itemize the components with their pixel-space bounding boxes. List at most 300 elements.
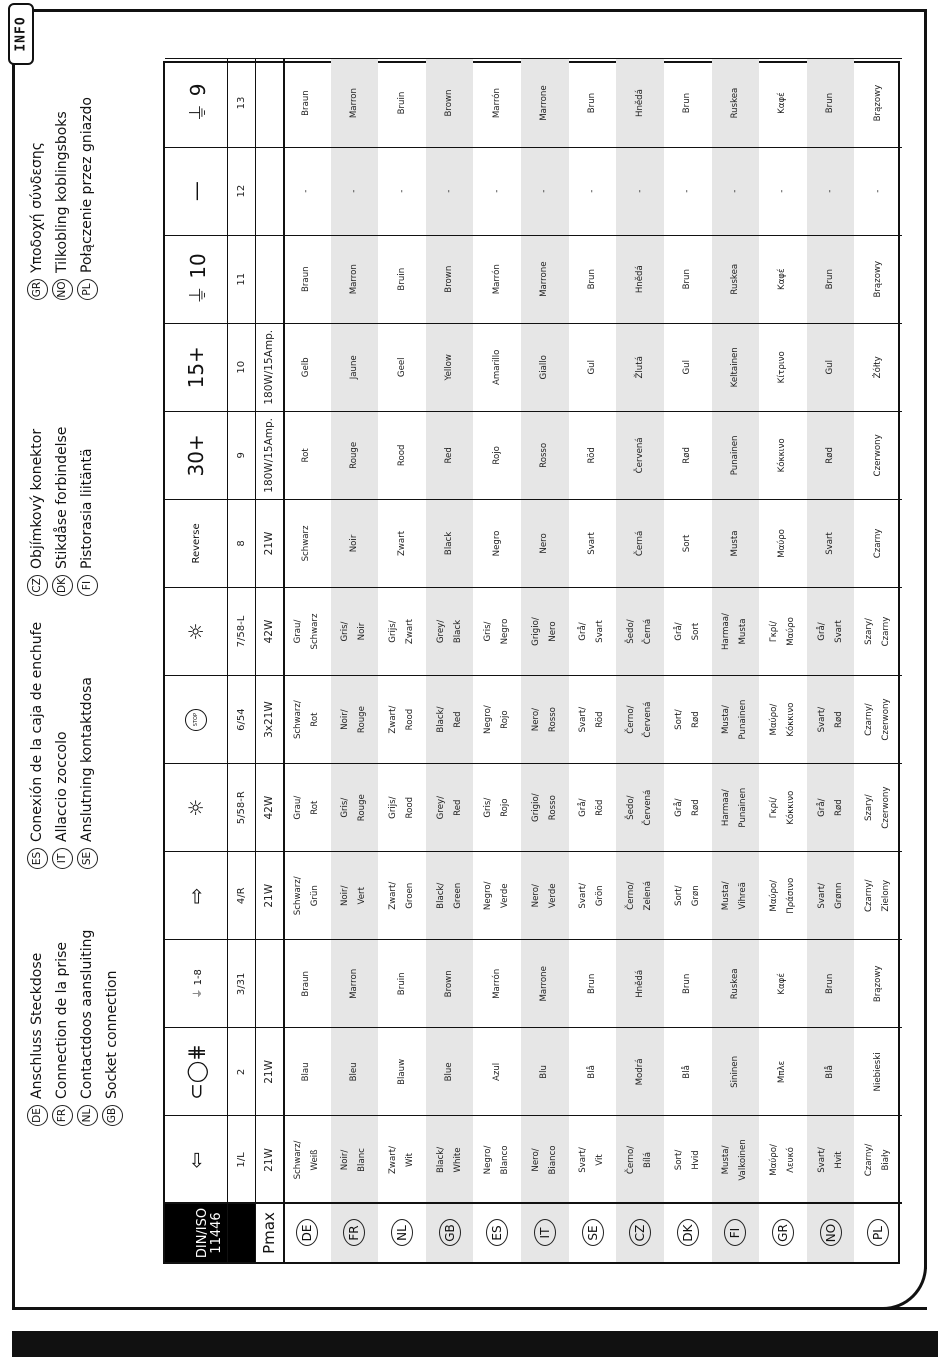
table-cell [569, 764, 617, 852]
cell-line: - [682, 189, 693, 193]
table-cell [616, 676, 664, 764]
pmax-value: 42W [263, 619, 275, 644]
cell-line: Schwarz [309, 613, 320, 650]
cell-line: Hvid [690, 1150, 701, 1170]
table-cell [854, 147, 902, 235]
cell-line: Bílá [643, 1152, 654, 1168]
table-cell [426, 1028, 474, 1116]
cell-line: Negro/ [483, 705, 494, 734]
legend-text: Connection de la prise [54, 942, 70, 1099]
legend-item-gb [100, 971, 124, 1126]
cell-line: Vert [357, 887, 368, 905]
table-cell [473, 499, 521, 587]
cell-line: Brun [586, 973, 597, 994]
legend-item-it [50, 731, 74, 869]
pin-number: 7/58-L [235, 615, 247, 648]
country-code-badge: CZ [629, 1220, 651, 1247]
cell-line: Blanc [357, 1148, 368, 1172]
table-cell [807, 852, 855, 940]
table-cell [378, 764, 426, 852]
legend-text: Stikdåse forbindelse [54, 426, 70, 569]
cell-line: Κόκκινο [785, 790, 796, 825]
legend-text: Conexión de la caja de enchufe [29, 621, 45, 842]
cell-line: - [348, 189, 359, 193]
table-cell [426, 676, 474, 764]
cell-line: Gris/ [340, 621, 351, 642]
cell-line: Blanco [500, 1145, 511, 1175]
cell-line: - [444, 189, 455, 193]
legend-text: Pistorasia liitäntä [79, 448, 95, 569]
table-cell [283, 235, 331, 323]
country-code-badge: GR [27, 279, 48, 300]
table-cell [664, 235, 712, 323]
table-cell [378, 499, 426, 587]
legend-item-nl [75, 930, 99, 1126]
cell-line: Rojo [500, 798, 511, 817]
pmax-value: 3x21W [263, 701, 275, 738]
cell-line: Szary/ [864, 618, 875, 645]
cell-line: Grön [595, 885, 606, 907]
country-code-badge: PL [867, 1220, 889, 1247]
table-cell [664, 499, 712, 587]
table-cell [664, 1116, 712, 1204]
table-cell [854, 1028, 902, 1116]
table-cell [712, 1028, 760, 1116]
cell-line: Brązowy [872, 84, 883, 122]
pin-number: 11 [235, 272, 247, 286]
cell-line: Bleu [348, 1062, 359, 1082]
grid-line [165, 235, 902, 236]
grid-line [283, 59, 285, 1262]
table-cell [473, 1116, 521, 1204]
cell-line: Πράσινο [785, 877, 796, 914]
table-cell [426, 59, 474, 147]
cell-line: Verde [547, 883, 558, 909]
table-cell [616, 499, 664, 587]
cell-line: Sort/ [673, 709, 684, 730]
cell-line: Röd [595, 711, 606, 728]
cell-line: Svart/ [816, 882, 827, 909]
grid-line [227, 59, 228, 1262]
table-cell [759, 1116, 807, 1204]
cell-line: Grå/ [673, 622, 684, 641]
cell-line: Biały [881, 1149, 892, 1171]
table-cell [473, 940, 521, 1028]
din-iso-label: DIN/ISO 11446 [165, 1204, 255, 1262]
table-cell [331, 764, 379, 852]
table-cell [712, 59, 760, 147]
cell-line: Sort [690, 622, 701, 641]
table-cell [616, 323, 664, 411]
cell-line: - [491, 189, 502, 193]
table-cell [331, 1028, 379, 1116]
cell-line: Černo/ [626, 881, 637, 910]
cell-line: Noir [348, 534, 359, 553]
cell-line: Μαύρο/ [768, 879, 779, 912]
table-cell [569, 852, 617, 940]
table-cell [664, 676, 712, 764]
cell-line: Grigio/ [530, 793, 541, 822]
cell-line: Rojo [500, 710, 511, 729]
country-code-badge: NL [391, 1220, 413, 1247]
table-cell [283, 940, 331, 1028]
cell-line: Nero/ [530, 1148, 541, 1172]
cell-line: Brązowy [872, 965, 883, 1003]
cell-line: Grå/ [816, 798, 827, 817]
table-cell [807, 147, 855, 235]
cell-line: Grijs/ [388, 796, 399, 819]
pmax-value: 180W/15Amp. [263, 417, 275, 493]
table-cell [378, 1028, 426, 1116]
table-cell [521, 587, 569, 675]
legend-text: Contactdoos aansluiting [79, 929, 95, 1099]
stop-icon: STOP [165, 676, 227, 764]
table-cell [712, 940, 760, 1028]
cell-line: Sort [682, 534, 693, 553]
table-cell [521, 499, 569, 587]
cell-line: Rood [396, 444, 407, 467]
cell-line: Gris/ [483, 621, 494, 642]
country-code-badge: FR [52, 1105, 73, 1126]
cell-line: Μαύρο/ [768, 703, 779, 736]
table-cell [854, 1116, 902, 1204]
cell-line: Nero/ [530, 884, 541, 908]
table-cell [569, 587, 617, 675]
cell-line: Rosso [547, 707, 558, 733]
table-cell [569, 147, 617, 235]
cell-line: Niebieski [872, 1052, 883, 1092]
cell-line: Red [452, 711, 463, 728]
cell-line: Brun [825, 973, 836, 994]
cell-line: Blu [539, 1065, 550, 1079]
ground-icon: ⏚ 10 [185, 253, 210, 306]
table-cell [283, 323, 331, 411]
cell-line: Žlutá [634, 356, 645, 379]
cell-line: Black/ [435, 706, 446, 733]
cell-line: Černá [634, 530, 645, 557]
table-cell [854, 940, 902, 1028]
table-cell [426, 147, 474, 235]
pmax-value [255, 59, 283, 147]
cell-line: Blå [586, 1065, 597, 1079]
table-cell [664, 323, 712, 411]
cell-line: Valkoinen [738, 1139, 749, 1181]
table-cell [426, 323, 474, 411]
legend-text: Socket connection [104, 970, 120, 1099]
cell-line: Hvit [833, 1151, 844, 1169]
cell-line: - [777, 189, 788, 193]
table-cell [283, 411, 331, 499]
cell-line: Marrone [539, 966, 550, 1002]
cell-line: Czarny/ [864, 703, 875, 736]
table-cell [759, 499, 807, 587]
table-cell [712, 499, 760, 587]
cell-line: Braun [301, 90, 312, 116]
table-cell [854, 852, 902, 940]
cell-line: Giallo [539, 355, 550, 380]
table-cell [854, 587, 902, 675]
legend-item-gr [25, 142, 49, 300]
legend-item-no [50, 111, 74, 300]
cell-line: Καφέ [777, 92, 788, 114]
pmax-value [255, 235, 283, 323]
country-code-badge: DK [677, 1220, 699, 1247]
grid-line [165, 587, 902, 588]
table-cell [521, 676, 569, 764]
cell-line: Czarny/ [864, 879, 875, 913]
table-cell [759, 323, 807, 411]
cell-line: Nero [539, 533, 550, 554]
table-cell [807, 323, 855, 411]
cell-line: Καφέ [777, 268, 788, 291]
cell-line: Svart [833, 620, 844, 643]
legend-item-de [25, 953, 49, 1126]
table-cell [378, 147, 426, 235]
legend-text: Anslutning kontaktdosa [79, 676, 95, 842]
cell-line: - [586, 189, 597, 193]
country-code-badge: DE [27, 1105, 48, 1126]
cell-line: Modrá [634, 1058, 645, 1086]
cell-line: Verde [500, 883, 511, 909]
table-cell [664, 940, 712, 1028]
table-cell [759, 147, 807, 235]
cell-line: Svart [825, 532, 836, 555]
cell-line: Svart/ [816, 1147, 827, 1173]
cell-line: Κόκκινο [785, 702, 796, 737]
cell-line: Brun [682, 269, 693, 290]
table-cell [473, 1028, 521, 1116]
pmax-value [255, 940, 283, 1028]
pmax-value: 180W/15Amp. [263, 329, 275, 405]
cell-line: Rød [833, 711, 844, 728]
cell-line: Brown [444, 265, 455, 293]
table-cell [664, 59, 712, 147]
table-cell [426, 587, 474, 675]
cell-line: Hnědá [634, 969, 645, 998]
cell-line: Geel [396, 357, 407, 378]
table-cell [664, 1028, 712, 1116]
table-cell [283, 1116, 331, 1204]
cell-line: Nero/ [530, 707, 541, 732]
cell-line: Rood [405, 796, 416, 819]
cell-line: Blå [682, 1065, 693, 1079]
table-cell [521, 323, 569, 411]
country-code-badge: NO [52, 279, 73, 300]
cell-line: - [301, 189, 312, 193]
table-cell [712, 852, 760, 940]
cell-line: Yellow [444, 354, 455, 381]
cell-line: Blau [301, 1062, 312, 1082]
cell-line: Šedo/ [626, 619, 637, 644]
table-cell [807, 1116, 855, 1204]
grid-line [255, 59, 256, 1262]
pin-number: 4/R [235, 887, 247, 905]
cell-line: Negro/ [483, 1145, 494, 1175]
country-code-badge: SE [582, 1220, 604, 1247]
cell-line: Rosso [547, 795, 558, 821]
table-cell [521, 764, 569, 852]
pmax-value: 42W [263, 795, 275, 820]
table-cell [331, 235, 379, 323]
cell-line: Ruskea [729, 263, 740, 295]
cell-line: Brown [444, 970, 455, 998]
cell-line: Braun [301, 266, 312, 292]
cell-line: Grå/ [673, 798, 684, 817]
table-cell [616, 147, 664, 235]
cell-line: Rød [690, 799, 701, 817]
fog-light-icon: ⊂◯⋕ [184, 1043, 208, 1100]
cell-line: Brązowy [872, 260, 883, 298]
table-cell [473, 676, 521, 764]
cell-line: Punainen [738, 699, 749, 740]
country-code-badge: DK [52, 575, 73, 596]
country-code-badge: FI [77, 575, 98, 596]
cell-line: Black [444, 531, 455, 556]
cell-line: Grijs/ [388, 620, 399, 643]
cell-line: Gelb [301, 357, 312, 378]
table-cell [712, 235, 760, 323]
cell-line: Grigio/ [530, 617, 541, 646]
cell-line: Rød [690, 711, 701, 728]
cell-line: Red [444, 447, 455, 464]
table-cell [473, 323, 521, 411]
cell-line: Sininen [729, 1055, 740, 1088]
table-cell [331, 323, 379, 411]
cell-line: Czerwony [881, 786, 892, 829]
cell-line: Noir/ [340, 1149, 351, 1171]
cell-line: Svart/ [816, 706, 827, 733]
table-cell [807, 676, 855, 764]
cell-line: Braun [301, 971, 312, 997]
table-cell [378, 323, 426, 411]
cell-line: Musta [738, 618, 749, 645]
pmax-value: 21W [263, 883, 275, 908]
table-cell [569, 499, 617, 587]
table-cell [854, 499, 902, 587]
cell-line: Marrón [491, 968, 502, 999]
cell-line: Κίτρινο [777, 351, 788, 384]
cell-line: Szary/ [864, 794, 875, 822]
table-cell [283, 676, 331, 764]
table-cell [473, 764, 521, 852]
country-code-badge: IT [52, 848, 73, 869]
ground-icon: ⏚ 9 [185, 83, 210, 123]
table-cell [283, 59, 331, 147]
cell-line: Grå/ [578, 798, 589, 817]
table-cell [283, 764, 331, 852]
battery-15-icon: 15+ [184, 346, 208, 389]
cell-line: Amarillo [491, 349, 502, 386]
country-code-badge: DE [296, 1220, 318, 1247]
pmax-value [255, 147, 283, 235]
cell-line: Vihreä [738, 882, 749, 910]
cell-line: Wit [405, 1152, 416, 1168]
cell-line: Negro [500, 618, 511, 645]
legend-item-dk [50, 427, 74, 596]
table-cell [759, 852, 807, 940]
cell-line: Negro [491, 530, 502, 557]
cell-line: Brun [682, 92, 693, 114]
cell-line: Negro/ [483, 881, 494, 911]
table-cell [521, 411, 569, 499]
cell-line: Μαύρο [777, 529, 788, 558]
table-cell [664, 852, 712, 940]
right-arrow-icon: ⇨ [184, 887, 208, 905]
table-cell [426, 940, 474, 1028]
table-cell [807, 235, 855, 323]
sun-icon: ☼ [184, 798, 208, 817]
cell-line: Zwart/ [388, 881, 399, 910]
cell-line: Rojo [491, 446, 502, 465]
country-code-badge: GR [772, 1220, 794, 1247]
cell-line: Weiß [309, 1149, 320, 1171]
pin-number: 2 [235, 1068, 247, 1076]
grid-line [165, 323, 902, 324]
table-cell [616, 1116, 664, 1204]
cell-line: Rouge [357, 794, 368, 822]
table-cell [426, 764, 474, 852]
cell-line: Grau/ [292, 795, 303, 820]
cell-line: Marrón [491, 264, 502, 295]
cell-line: Svart [595, 620, 606, 643]
grid-line [165, 147, 902, 148]
cell-line: Bruin [396, 972, 407, 996]
cell-line: White [452, 1147, 463, 1173]
cell-line: Červená [643, 789, 654, 826]
table-cell [283, 499, 331, 587]
table-cell [807, 764, 855, 852]
cell-line: Šedo/ [626, 795, 637, 820]
table-cell [473, 147, 521, 235]
table-cell [283, 852, 331, 940]
cell-line: Gul [682, 360, 693, 375]
cell-line: Jaune [348, 355, 359, 380]
cell-line: Μπλε [777, 1060, 788, 1084]
cell-line: Czarny/ [864, 1143, 875, 1177]
cell-line: Rot [309, 712, 320, 727]
table-cell [283, 147, 331, 235]
table-cell [331, 940, 379, 1028]
table-cell [569, 235, 617, 323]
cell-line: Červená [643, 701, 654, 738]
cell-line: Zielony [881, 879, 892, 912]
cell-line: Hnědá [634, 89, 645, 118]
grid-line [165, 1115, 902, 1116]
cell-line: Punainen [729, 435, 740, 476]
cell-line: Blauw [396, 1058, 407, 1085]
pin-number: 13 [235, 96, 247, 110]
cell-line: Rød [825, 447, 836, 464]
legend-item-cz [25, 429, 49, 596]
grid-line [165, 939, 902, 940]
left-arrow-icon: ⇦ [184, 1151, 208, 1169]
cell-line: Grau/ [292, 619, 303, 644]
cell-line: Bruin [396, 267, 407, 291]
table-cell [378, 1116, 426, 1204]
table-cell [712, 147, 760, 235]
cell-line: Marron [348, 87, 359, 119]
table-cell [616, 764, 664, 852]
table-cell [331, 147, 379, 235]
table-cell [854, 764, 902, 852]
cell-line: Musta/ [721, 881, 732, 911]
cell-line: Brown [444, 89, 455, 117]
cell-line: Rot [301, 448, 312, 463]
cell-line: Rood [405, 708, 416, 731]
country-code-badge: CZ [27, 575, 48, 596]
legend-item-fr [50, 942, 74, 1126]
table-cell [712, 323, 760, 411]
